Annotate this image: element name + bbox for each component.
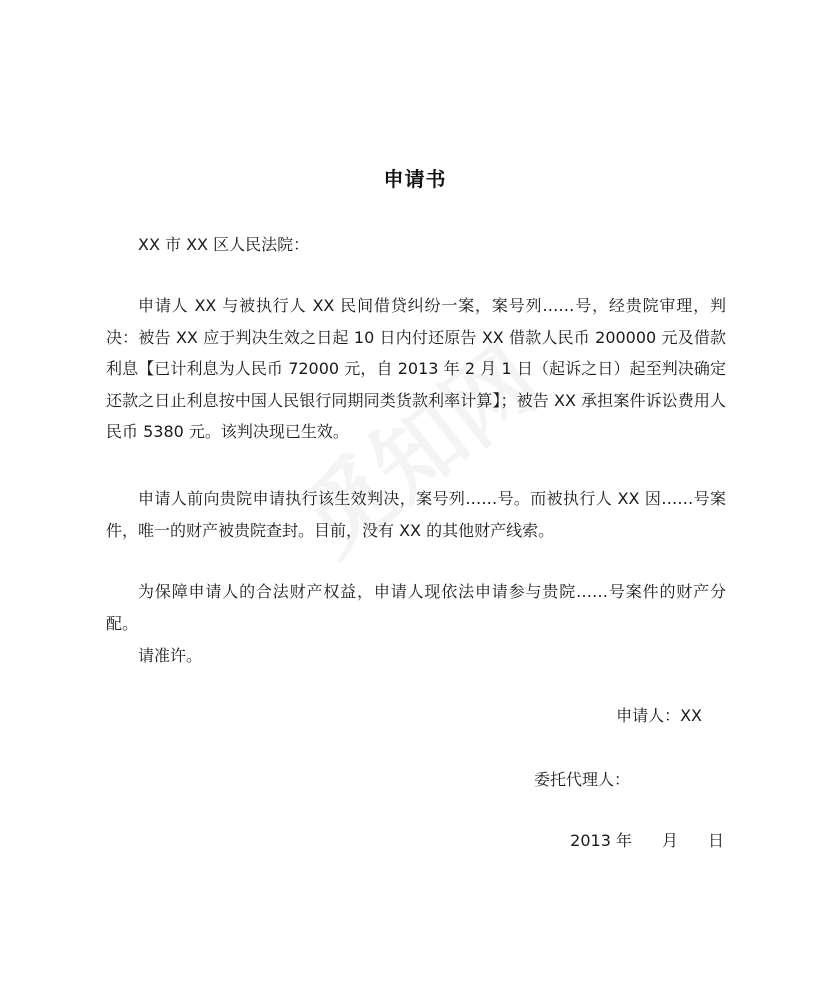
date-year: 2013 年: [570, 831, 632, 850]
date-day: 日: [707, 831, 724, 850]
paragraph-closing: 请准许。: [138, 646, 203, 665]
signature-applicant: 申请人：XX: [616, 706, 702, 725]
paragraph-request: 为保障申请人的合法财产权益，申请人现依法申请参与贵院……号案件的财产分配。: [106, 582, 726, 633]
document-title: 申请书: [383, 167, 447, 191]
date-month: 月: [661, 831, 678, 850]
salutation: XX 市 XX 区人民法院：: [138, 235, 310, 254]
paragraph-judgment: 申请人 XX 与被执行人 XX 民间借贷纠纷一案，案号列……号，经贵院审理，判决：被告 XX 应于判决生效之日起 10 日内付还原告 XX 借款人民币 200000 元及借款利息【已计利息为人民币 72000 元，自 2013 年 2 月 1 日（起诉之日）起至判决确定还款之日止利息按中国人民银行同期同类货款利率计算】；被告 XX 承担案件诉讼费用人民币 5380 元。该判决现已生效。: [106, 296, 726, 441]
paragraph-execution: 申请人前向贵院申请执行该生效判决，案号列……号。而被执行人 XX 因……号案件，唯一的财产被贵院查封。目前，没有 XX 的其他财产线索。: [106, 489, 726, 540]
signature-agent: 委托代理人：: [533, 770, 630, 789]
signature-date: [570, 825, 724, 856]
